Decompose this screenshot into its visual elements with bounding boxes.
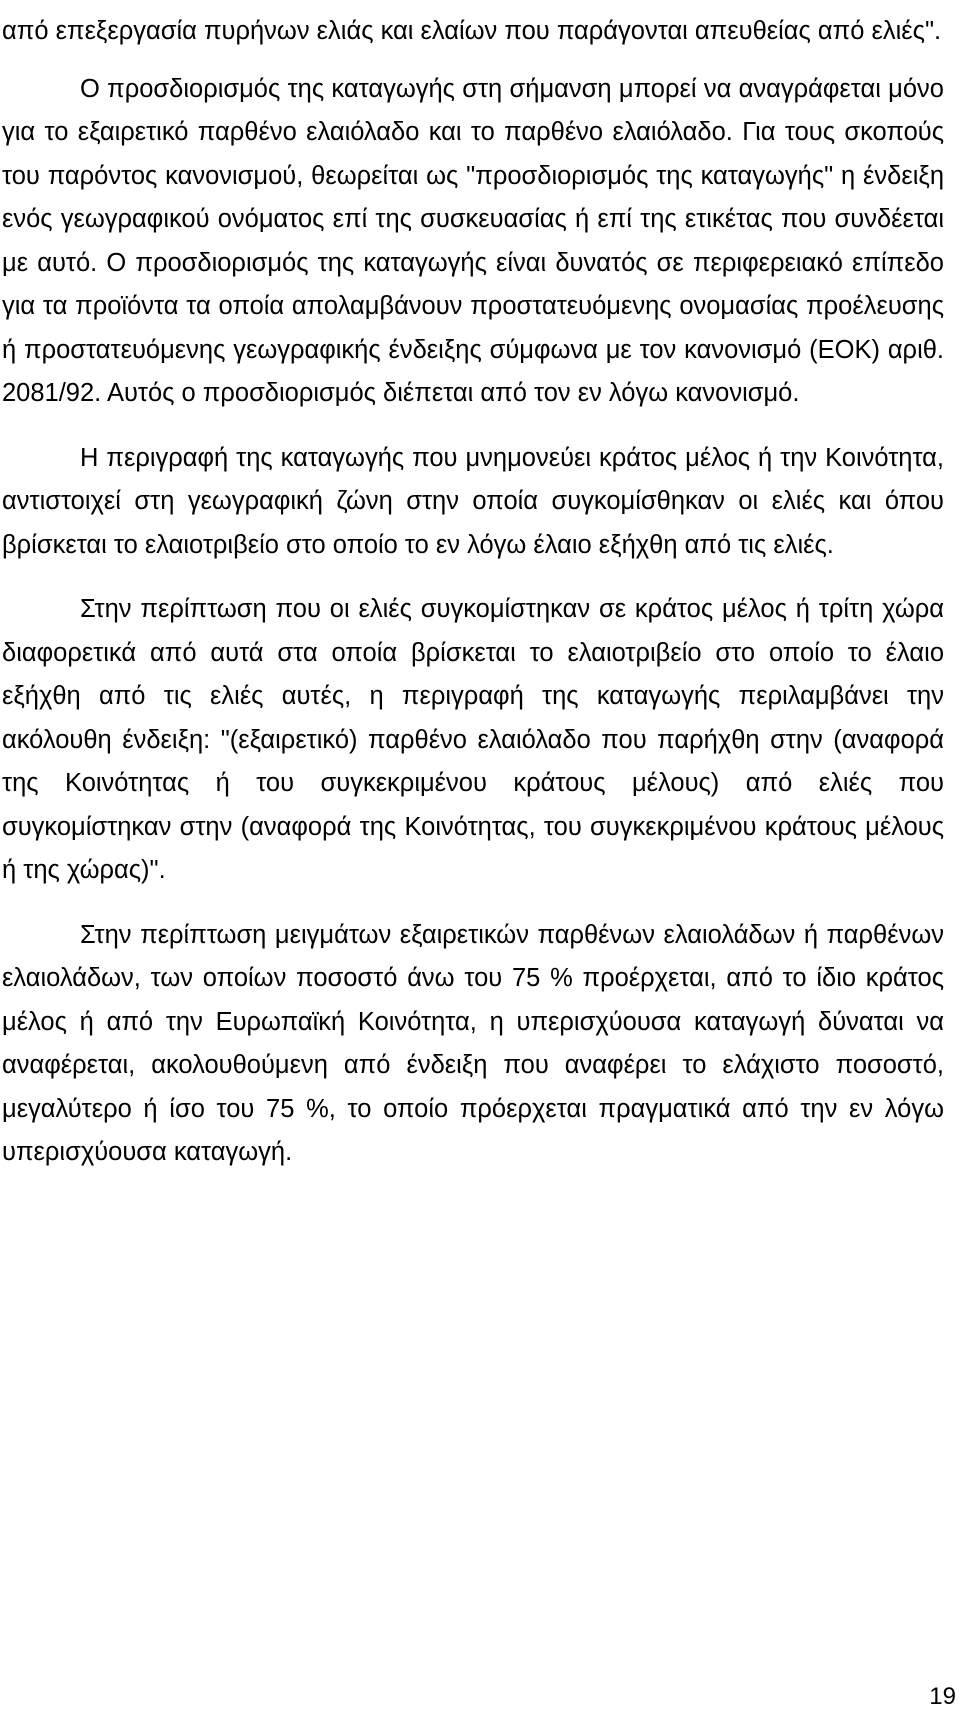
paragraph-origin-designation: Ο προσδιορισμός της καταγωγής στη σήμανση μπορεί να αναγράφεται μόνο για το εξαιρετικό παρθένο ελαιόλαδο και το παρθένο ελαιόλαδο. Για τους σκοπούς του παρόντος κανονισμού, θεωρείται ως "προσδιορισμός της καταγωγής" η ένδειξη ενός γεωγραφικού ονόματος επί της συσκευασίας ή επί της ετικέτας που συνδέεται με αυτό. Ο προσδιορισμός της καταγωγής είναι δυνατός σε περιφερειακό επίπεδο για τα προϊόντα τα οποία απολαμβάνουν προστατευόμενης ονομασίας προέλευσης ή προστατευόμενης γεωγραφικής ένδειξης σύμφωνα με τον κανονισμό (ΕΟΚ) αριθ. 2081/92. Αυτός ο προσδιορισμός διέπεται από τον εν λόγω κανονισμό. [2, 74, 944, 407]
paragraph-blends: Στην περίπτωση μειγμάτων εξαιρετικών παρθένων ελαιολάδων ή παρθένων ελαιολάδων, των οποίων ποσοστό άνω του 75 % προέρχεται, από το ίδιο κράτος μέλος ή από την Ευρωπαϊκή Κοινότητα, η υπερισχύουσα καταγωγή δύναται να αναφέρεται, ακολουθούμενη από ένδειξη που αναφέρει το ελάχιστο ποσοστό, μεγαλύτερο ή ίσο του 75 %, το οποίο πρόερχεται πραγματικά από την εν λόγω υπερισχύουσα καταγωγή. [2, 920, 944, 1166]
page-number: 19 [929, 1683, 956, 1710]
text-body [2, 10, 944, 1175]
paragraph-origin-description: Η περιγραφή της καταγωγής που μνημονεύει κράτος μέλος ή την Κοινότητα, αντιστοιχεί στη γεωγραφική ζώνη στην οποία συγκομίσθηκαν οι ελιές και όπου βρίσκεται το ελαιοτριβείο στο οποίο το εν λόγω έλαιο εξήχθη από τις ελιές. [2, 443, 944, 559]
paragraph-continuation: από επεξεργασία πυρήνων ελιάς και ελαίων που παράγονται απευθείας από ελιές". [2, 17, 942, 45]
paragraph-third-country-harvest: Στην περίπτωση που οι ελιές συγκομίστηκαν σε κράτος μέλος ή τρίτη χώρα διαφορετικά από αυτά στα οποία βρίσκεται το ελαιοτριβείο στο οποίο το έλαιο εξήχθη από τις ελιές αυτές, η περιγραφή της καταγωγής περιλαμβάνει την ακόλουθη ένδειξη: "(εξαιρετικό) παρθένο ελαιόλαδο που παρήχθη στην (αναφορά της Κοινότητας ή του συγκεκριμένου κράτους μέλους) από ελιές που συγκομίστηκαν στην (αναφορά της Κοινότητας, του συγκεκριμένου κράτους μέλους ή της χώρας)". [2, 595, 944, 884]
